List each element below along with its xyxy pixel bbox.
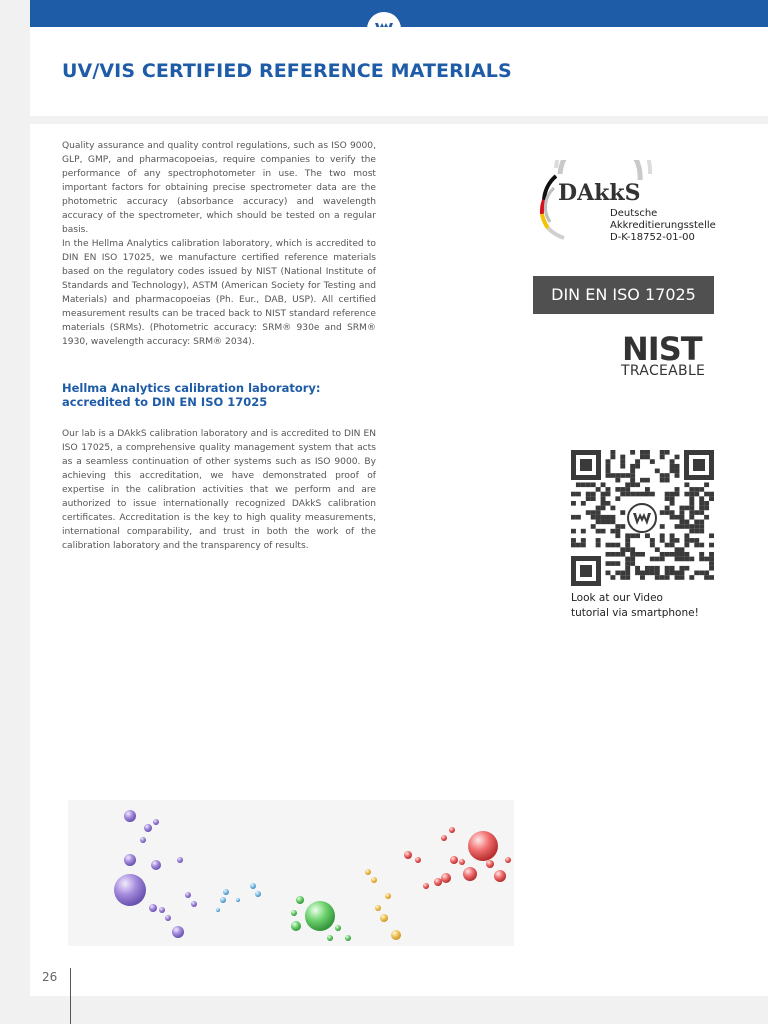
droplet (159, 907, 165, 913)
droplet (114, 874, 146, 906)
droplet (450, 856, 458, 864)
droplet (505, 857, 511, 863)
dakks-wordmark: DAkkS (558, 180, 641, 206)
water-droplets-image (68, 800, 514, 946)
qr-caption-line-2: tutorial via smartphone! (571, 607, 699, 619)
droplet (335, 925, 341, 931)
droplet (449, 827, 455, 833)
droplet (151, 860, 161, 870)
droplet (216, 908, 220, 912)
droplet (494, 870, 506, 882)
droplet (441, 835, 447, 841)
nist-logo: NIST (622, 330, 702, 368)
droplet (172, 926, 184, 938)
dakks-line-1: Deutsche (610, 208, 658, 219)
droplet (223, 889, 229, 895)
droplet (371, 877, 377, 883)
dakks-line-3: D-K-18752-01-00 (610, 232, 695, 243)
droplet (468, 831, 498, 861)
intro-paragraph: Quality assurance and quality control regulations, such as ISO 9000, GLP, GMP, and pharmacopoeias, require companies to verify the performance of any spectrophotometer in use. The two most important factors for obtaining precise spectrometer data are the photometric accuracy (absorbance accuracy) and wavelength accuracy of the spectrometer, which should be tested on a regular basis. (62, 141, 376, 235)
droplet (236, 898, 240, 902)
droplet (185, 892, 191, 898)
dakks-line-2: Akkreditierungsstelle (610, 220, 716, 231)
droplet (345, 935, 351, 941)
din-iso-badge: DIN EN ISO 17025 (533, 276, 714, 314)
droplet (291, 921, 301, 931)
droplet (463, 867, 477, 881)
droplet (375, 905, 381, 911)
droplet (434, 878, 442, 886)
droplet (153, 819, 159, 825)
droplet (327, 935, 333, 941)
droplet (291, 910, 297, 916)
droplet (459, 859, 465, 865)
droplet (124, 810, 136, 822)
droplet (124, 854, 136, 866)
droplet (144, 824, 152, 832)
droplet (250, 883, 256, 889)
droplet (423, 883, 429, 889)
qr-code-icon[interactable] (571, 450, 714, 586)
nist-traceable-label: TRACEABLE (621, 363, 706, 379)
droplet (486, 860, 494, 868)
droplet (165, 915, 171, 921)
droplet (380, 914, 388, 922)
page-title: UV/VIS CERTIFIED REFERENCE MATERIALS (62, 60, 512, 82)
droplet (441, 873, 451, 883)
lab-paragraph: In the Hellma Analytics calibration laboratory, which is accredited to DIN EN ISO 17025, we manufacture certified reference materials based on the regulatory codes issued by NIST (National Institute of Standards and Technology), ASTM (American Society for Testing and Materials) and pharmacopoeias (Ph. Eur., DAB, USP). All certified measurement results can be traced back to NIST standard reference materials (SRMs). (Photometric accuracy: SRM® 930e and SRM® 1930, wavelength accuracy: SRM® 2034). (62, 239, 376, 347)
droplet (220, 897, 226, 903)
droplet (177, 857, 183, 863)
section-subheading: Hellma Analytics calibration laboratory: accredited to DIN EN ISO 17025 (62, 381, 321, 409)
droplet (140, 837, 146, 843)
droplet (149, 904, 157, 912)
droplet (305, 901, 335, 931)
page-number: 26 (42, 970, 58, 984)
accreditation-paragraph: Our lab is a DAkkS calibration laboratory and is accredited to DIN EN ISO 17025, a comprehensive quality management system that acts as a seamless continuation of other systems such as ISO 9000. By achieving this accreditation, we have demonstrated proof of expertise in the calibration activities that we perform and are authorized to issue internationally recognized DAkkS calibration certificates. Accreditation is the key to high quality measurements, international comparability, and trust in both the work of the calibration laboratory and the transparency of results. (62, 429, 376, 551)
footer-rule (70, 968, 71, 1024)
droplet (404, 851, 412, 859)
droplet (415, 857, 421, 863)
droplet (255, 891, 261, 897)
droplet (391, 930, 401, 940)
droplet (365, 869, 371, 875)
droplet (385, 893, 391, 899)
droplet (296, 896, 304, 904)
qr-caption-line-1: Look at our Video (571, 592, 663, 604)
droplet (191, 901, 197, 907)
